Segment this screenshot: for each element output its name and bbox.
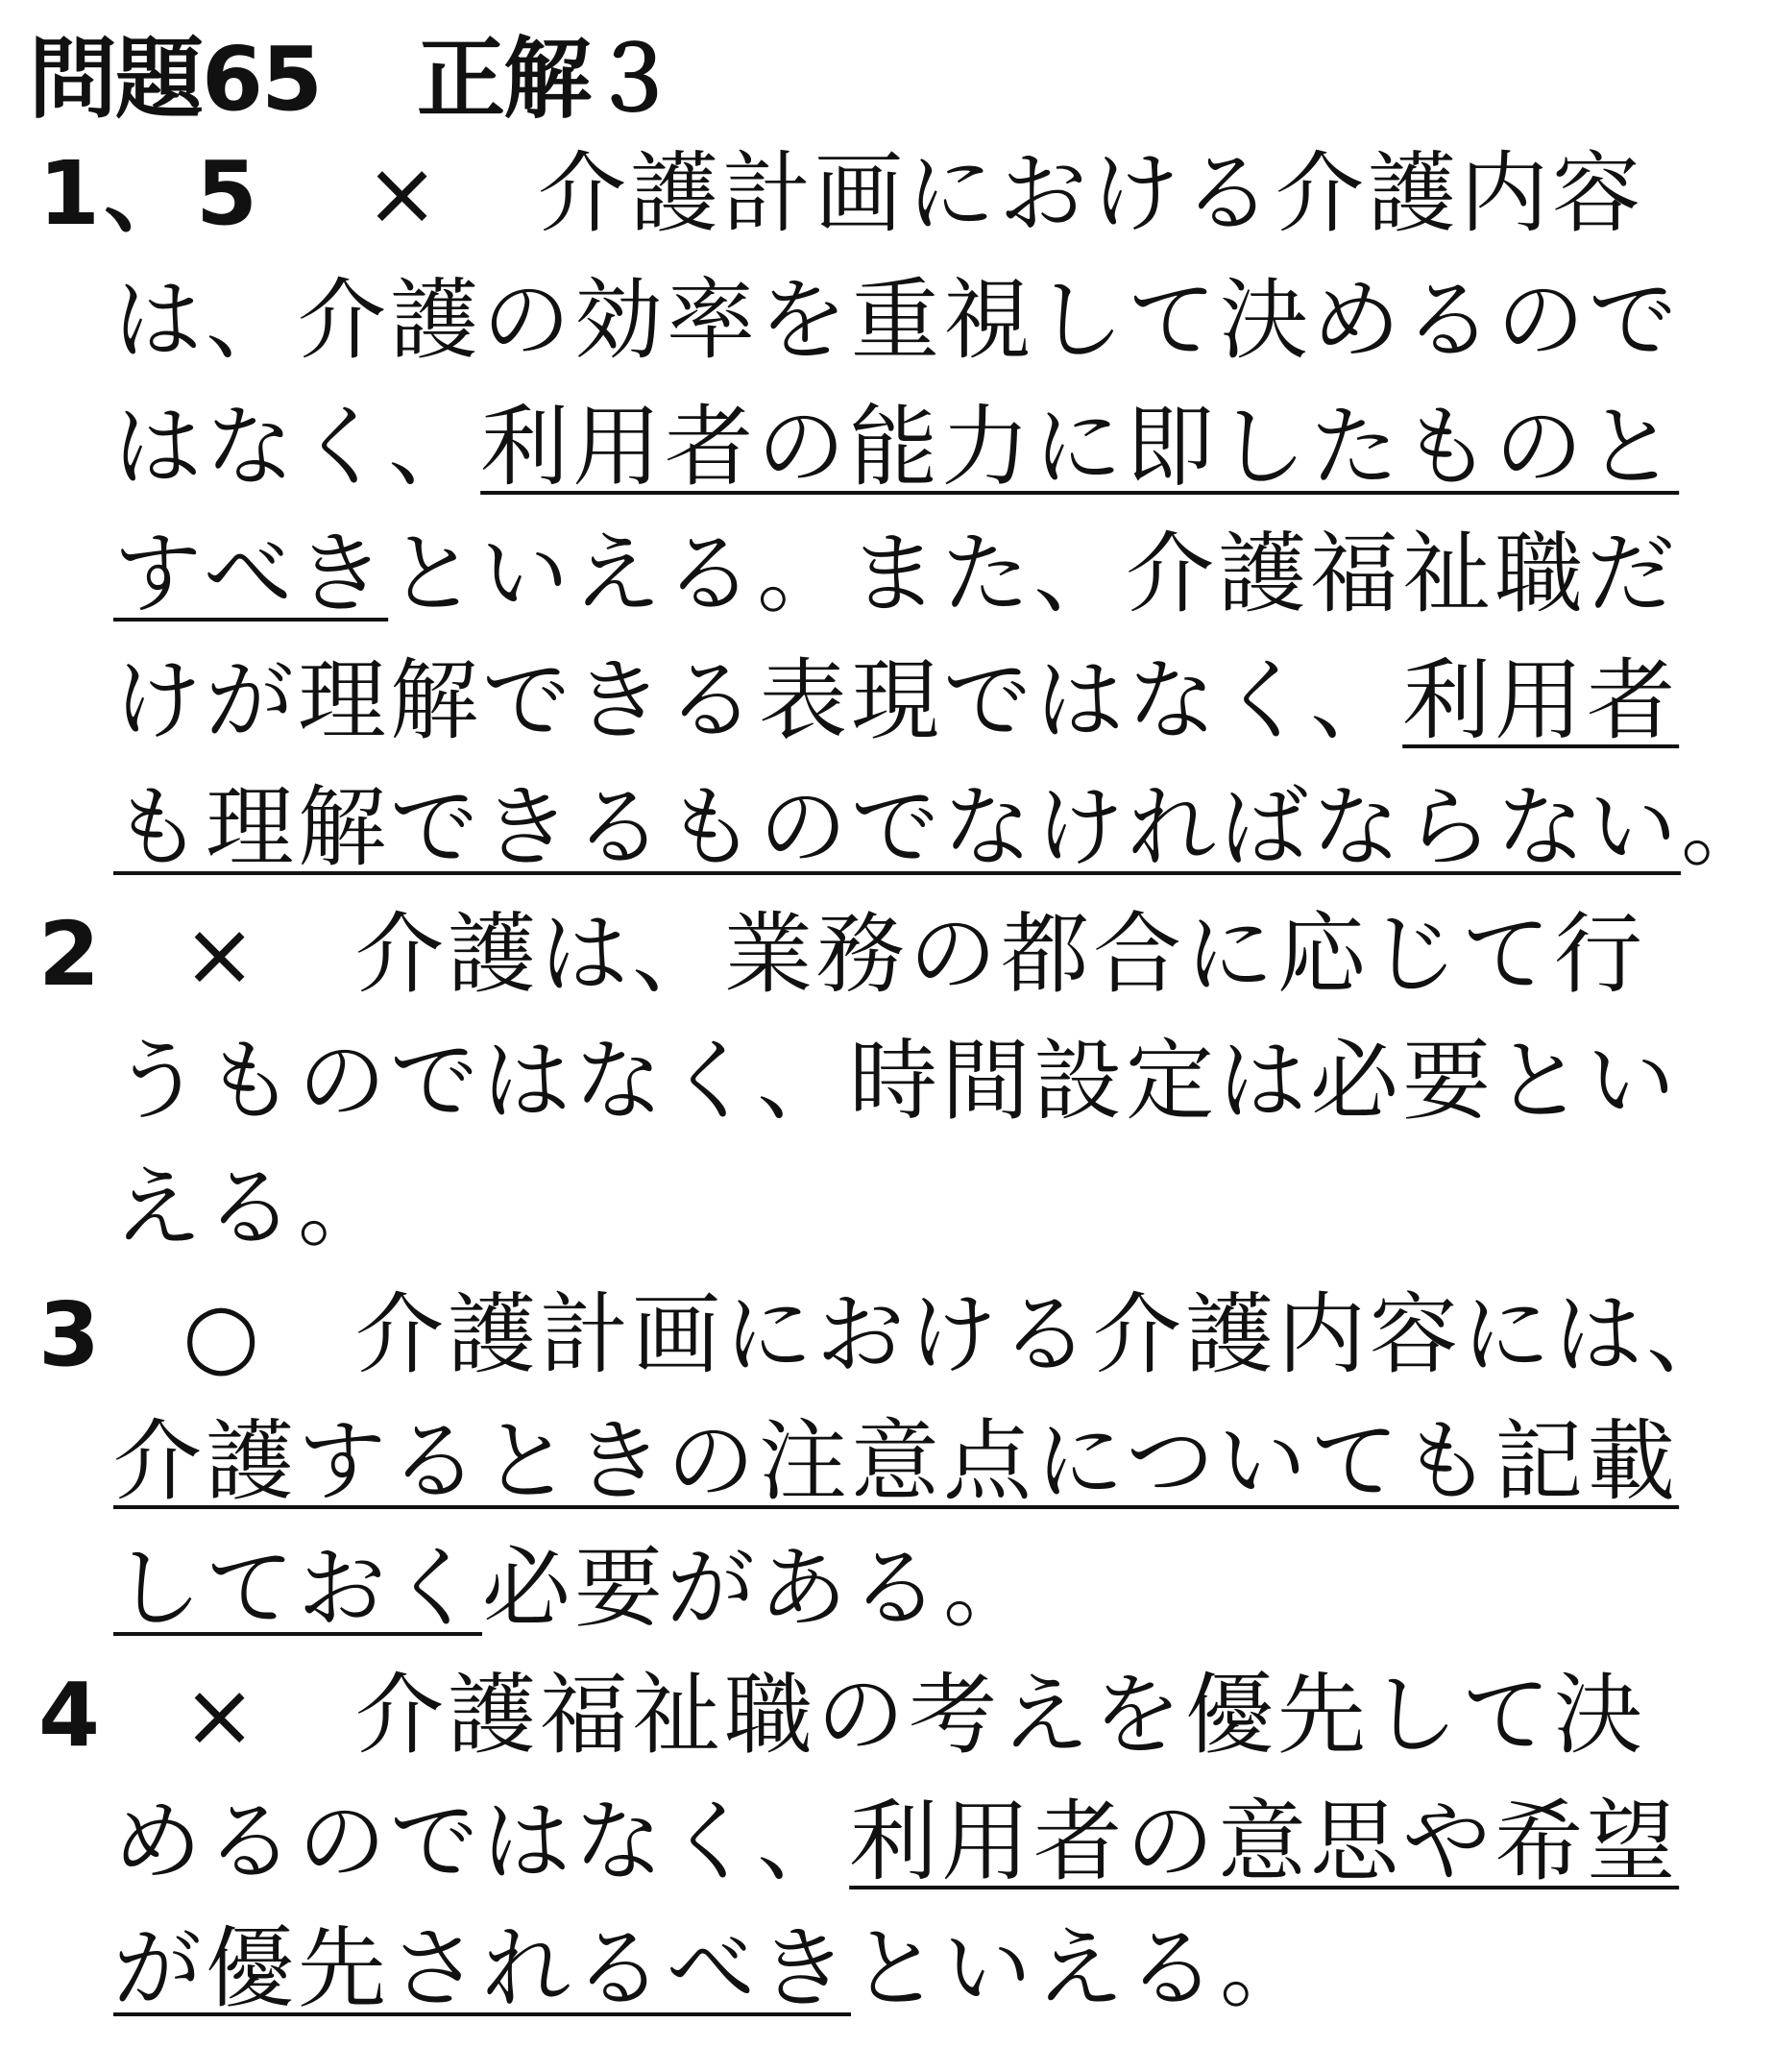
item-number: 2 bbox=[38, 903, 105, 1006]
item-continuation-line bbox=[113, 257, 1681, 384]
explanation-text: 必要がある。 bbox=[482, 1537, 1036, 1640]
explanation-text: 介護計画における介護内容 bbox=[538, 142, 1645, 245]
item-continuation-line bbox=[113, 765, 1773, 891]
explanation-text: は、介護の効率を重視して決めるので bbox=[113, 269, 1682, 372]
problem-number: 問題65 bbox=[29, 28, 322, 131]
explanation-text: 介護福祉職の考えを優先して決 bbox=[355, 1664, 1647, 1767]
page-title bbox=[29, 27, 676, 133]
correct-mark: ○ bbox=[182, 1283, 264, 1386]
item-first-line bbox=[38, 131, 1644, 257]
item-continuation-line bbox=[113, 1018, 1679, 1145]
item-continuation-line bbox=[113, 384, 1679, 511]
explanation-text: うものではなく、時間設定は必要とい bbox=[113, 1030, 1680, 1133]
underlined-key-point: 利用者の能力に即したものと bbox=[480, 396, 1680, 499]
explanation-text: といえる。 bbox=[851, 1917, 1313, 2020]
underlined-key-point: が優先されるべき bbox=[113, 1917, 852, 2020]
underlined-key-point: 介護するときの注意点についても記載 bbox=[113, 1410, 1680, 1513]
underlined-key-point: 利用者 bbox=[1402, 649, 1680, 752]
item-continuation-line bbox=[113, 1525, 1035, 1652]
explanation-text: はなく、 bbox=[113, 396, 481, 499]
incorrect-mark: × bbox=[365, 142, 444, 245]
item-number: 4 bbox=[38, 1664, 105, 1767]
underlined-key-point: しておく bbox=[113, 1537, 483, 1640]
explanation-text: めるのではなく、 bbox=[113, 1791, 850, 1893]
item-continuation-line bbox=[113, 1906, 1312, 2033]
item-first-line bbox=[38, 891, 1646, 1018]
item-continuation-line bbox=[113, 638, 1679, 765]
item-continuation-line bbox=[113, 511, 1679, 638]
explanation-text: といえる。また、介護福祉職だ bbox=[388, 523, 1680, 625]
underlined-key-point: すべき bbox=[113, 523, 389, 625]
underlined-key-point: 利用者の意思や希望 bbox=[849, 1791, 1680, 1893]
underlined-key-point: も理解できるものでなければならない bbox=[113, 776, 1682, 879]
item-first-line bbox=[38, 1652, 1646, 1779]
explanation-text: える。 bbox=[113, 1157, 391, 1259]
explanation-text: けが理解できる表現ではなく、 bbox=[113, 649, 1403, 752]
item-number: 3 bbox=[38, 1283, 105, 1386]
explanation-text: 介護は、業務の都合に応じて行 bbox=[355, 903, 1647, 1006]
item-continuation-line bbox=[113, 1779, 1679, 1906]
correct-answer: 正解３ bbox=[417, 28, 677, 131]
item-continuation-line bbox=[113, 1399, 1679, 1525]
incorrect-mark: × bbox=[182, 903, 261, 1006]
item-first-line bbox=[38, 1272, 1738, 1399]
item-number: 1、5 bbox=[38, 142, 262, 245]
item-continuation-line bbox=[113, 1145, 390, 1272]
explanation-text: 介護計画における介護内容には、 bbox=[355, 1283, 1739, 1386]
explanation-text: 。 bbox=[1681, 776, 1773, 879]
incorrect-mark: × bbox=[182, 1664, 261, 1767]
